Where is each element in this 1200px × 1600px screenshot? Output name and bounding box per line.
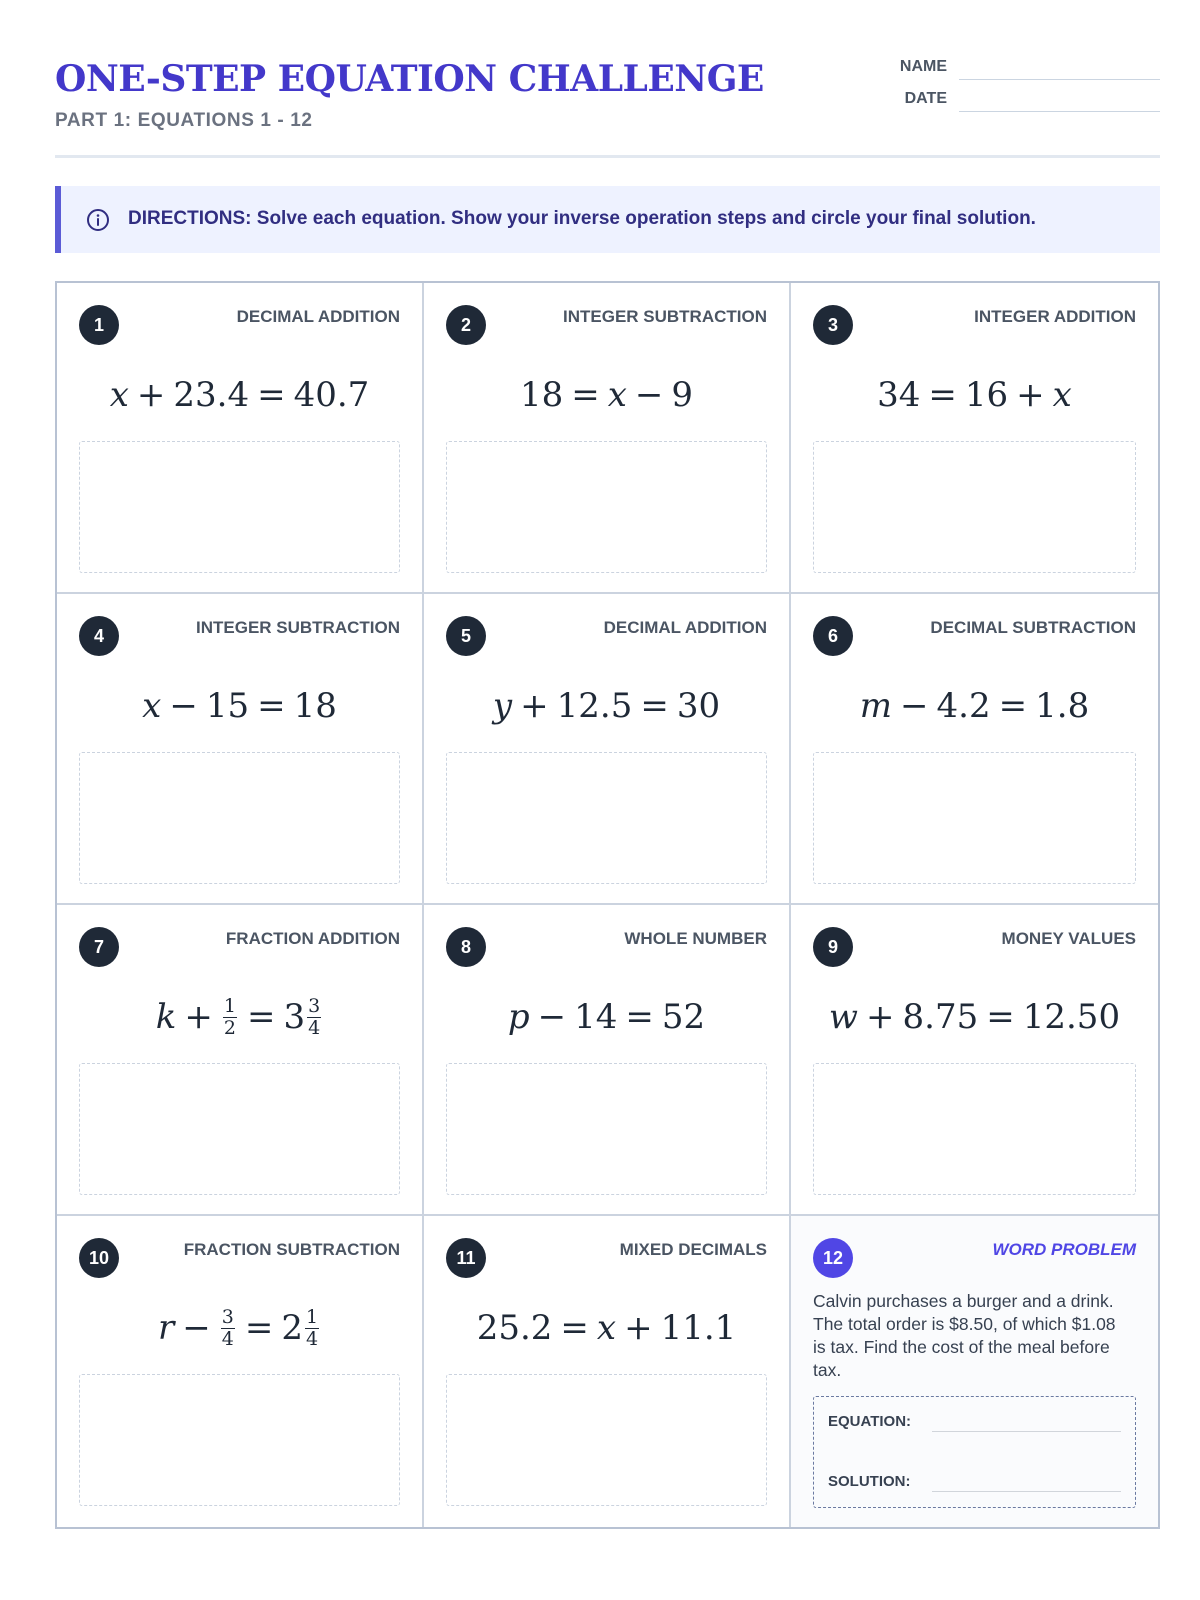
problem-category: MONEY VALUES xyxy=(1001,929,1136,948)
equation: 25.2 = x + 11.1 xyxy=(476,1308,737,1348)
problem-number-badge: 4 xyxy=(79,616,119,656)
problem-card xyxy=(424,1216,791,1527)
problem-category: DECIMAL ADDITION xyxy=(603,618,767,637)
problem-number-badge: 10 xyxy=(79,1238,119,1278)
equation: p − 14 = 52 xyxy=(507,997,706,1037)
problem-number-badge: 7 xyxy=(79,927,119,967)
problem-number-badge: 8 xyxy=(446,927,486,967)
problem-card xyxy=(57,905,424,1216)
problem-category: INTEGER ADDITION xyxy=(974,307,1136,326)
problem-category: FRACTION SUBTRACTION xyxy=(183,1240,400,1259)
problem-card xyxy=(424,594,791,905)
problem-category: DECIMAL ADDITION xyxy=(236,307,400,326)
problem-category: DECIMAL SUBTRACTION xyxy=(930,618,1136,637)
problem-number-badge: 2 xyxy=(446,305,486,345)
work-area[interactable] xyxy=(446,1063,767,1195)
date-field[interactable] xyxy=(835,90,1160,114)
page-subtitle: PART 1: EQUATIONS 1 - 12 xyxy=(55,110,313,131)
problem-card xyxy=(57,1216,424,1527)
equation: m − 4.2 = 1.8 xyxy=(859,686,1090,726)
name-label: NAME xyxy=(899,58,947,75)
problem-card xyxy=(424,283,791,594)
equation: w + 8.75 = 12.50 xyxy=(828,997,1121,1037)
name-field[interactable] xyxy=(835,58,1160,82)
fraction: $\frac{1}{4}$ xyxy=(305,1305,319,1350)
problem-number-badge: 12 xyxy=(813,1238,853,1278)
problem-category: MIXED DECIMALS xyxy=(619,1240,767,1259)
problem-card xyxy=(424,905,791,1216)
page-title: ONE-STEP EQUATION CHALLENGE xyxy=(55,58,764,100)
date-label: DATE xyxy=(904,90,947,107)
problem-card xyxy=(57,594,424,905)
equation-answer-row[interactable] xyxy=(828,1411,1121,1435)
problem-category: FRACTION ADDITION xyxy=(225,929,400,948)
solution-label: SOLUTION: xyxy=(828,1473,911,1490)
word-problem-text: Calvin purchases a burger and a drink. The total order is $8.50, of which $1.08 is tax. Find the cost of the meal before tax. xyxy=(813,1291,1116,1380)
problem-card xyxy=(791,283,1158,594)
fraction: $\frac{3}{4}$ xyxy=(221,1305,234,1350)
work-area[interactable] xyxy=(813,1063,1136,1195)
equation: r − $\frac{3}{4}$ = 2 $\frac{1}{4}$ xyxy=(157,1305,319,1350)
equation: 34 = 16 + x xyxy=(877,375,1072,415)
work-area[interactable] xyxy=(446,1374,767,1506)
solution-line[interactable] xyxy=(932,1491,1121,1492)
equation: y + 12.5 = 30 xyxy=(492,686,721,726)
equation: x + 23.4 = 40.7 xyxy=(109,375,370,415)
equation: 18 = x − 9 xyxy=(519,375,694,415)
problem-card xyxy=(791,594,1158,905)
date-line[interactable] xyxy=(959,111,1160,112)
problem-category: WHOLE NUMBER xyxy=(624,929,767,948)
worksheet-header xyxy=(55,58,1160,158)
fraction: $\frac{3}{4}$ xyxy=(308,994,321,1039)
problem-number-badge: 3 xyxy=(813,305,853,345)
solution-answer-row[interactable] xyxy=(828,1471,1121,1495)
work-area[interactable] xyxy=(79,752,400,884)
equation: x − 15 = 18 xyxy=(142,686,337,726)
work-area[interactable] xyxy=(446,441,767,573)
problem-card xyxy=(791,905,1158,1216)
equation: k + $\frac{1}{2}$ = 3 $\frac{3}{4}$ xyxy=(155,994,321,1039)
info-icon xyxy=(86,208,110,232)
problem-number-badge: 11 xyxy=(446,1238,486,1278)
header-divider xyxy=(55,155,1160,158)
work-area[interactable] xyxy=(79,1374,400,1506)
work-area[interactable] xyxy=(79,1063,400,1195)
directions-text: DIRECTIONS: Solve each equation. Show your inverse operation steps and circle your final solution. xyxy=(128,208,1036,229)
fraction: $\frac{1}{2}$ xyxy=(223,994,236,1039)
equation-label: EQUATION: xyxy=(828,1413,912,1430)
problem-grid xyxy=(55,281,1160,1529)
problem-number-badge: 1 xyxy=(79,305,119,345)
problem-number-badge: 9 xyxy=(813,927,853,967)
problem-card xyxy=(57,283,424,594)
problem-category: INTEGER SUBTRACTION xyxy=(196,618,400,637)
directions-banner xyxy=(55,186,1160,253)
work-area[interactable] xyxy=(79,441,400,573)
work-area[interactable] xyxy=(446,752,767,884)
work-area[interactable] xyxy=(813,752,1136,884)
word-problem-card xyxy=(791,1216,1158,1527)
problem-number-badge: 6 xyxy=(813,616,853,656)
work-area[interactable] xyxy=(813,441,1136,573)
name-line[interactable] xyxy=(959,79,1160,80)
problem-category: WORD PROBLEM xyxy=(992,1240,1136,1259)
problem-category: INTEGER SUBTRACTION xyxy=(563,307,767,326)
equation-line[interactable] xyxy=(932,1431,1121,1432)
answer-box xyxy=(813,1396,1136,1508)
problem-number-badge: 5 xyxy=(446,616,486,656)
